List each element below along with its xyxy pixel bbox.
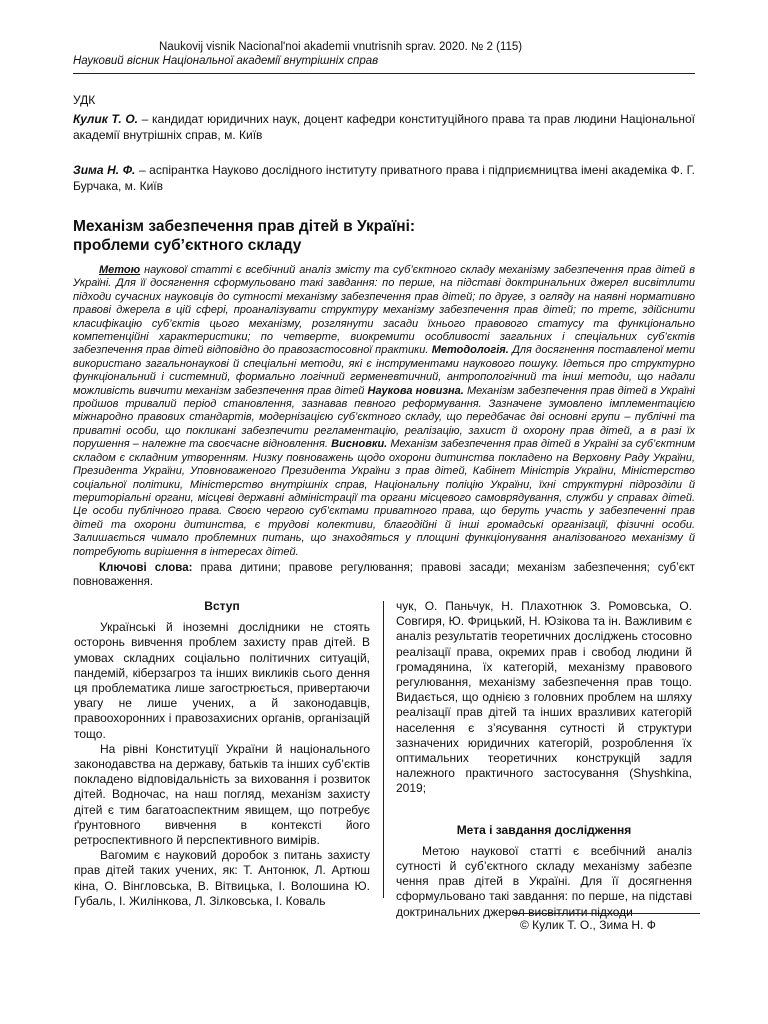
author-1-affiliation: – кандидат юридичних наук, доцент кафедри конституційного права та прав людини Національної академії внутрішніх справ, м. Київ bbox=[73, 112, 696, 142]
keywords-label: Ключові слова: bbox=[99, 562, 193, 574]
footer-divider bbox=[514, 913, 700, 914]
abstract bbox=[73, 264, 695, 559]
keywords-text: права дитини; правове регулювання; правові засади; механізм забезпечення; суб’єкт повноваження. bbox=[73, 562, 695, 588]
author-1 bbox=[73, 112, 695, 143]
intro-paragraph-1: Українські й іноземні дослідники не стоять осторонь вивчення проблем захисту прав дітей. В умовах складних соціально політичних ситуацій, пандемій, кіберзагроз та інших викликів сього дення ця проблематика лише загострюється, привертаючи увагу не лише учених, а й законодавців, правоохоронних і правозахисних органів, організацій тощо. bbox=[74, 620, 370, 741]
header-divider bbox=[73, 73, 695, 74]
intro-heading: Вступ bbox=[204, 599, 240, 613]
abstract-method-label: Методологія. bbox=[431, 344, 509, 357]
aim-paragraph-1: Метою наукової статті є всебічний аналіз сутності й суб’єктного складу механізму забезпе чення прав дітей в Україні. Для її досягнення сформульовано такі завдання: по перше, на підставі доктринальних джерел висвітлити підходи bbox=[396, 843, 692, 919]
abstract-conclusions-text: Механізм забезпечення прав дітей в Україні за суб’єктним складом є складним утворенням. Низку повноважень щодо охорони дитинства покладено на Верховну Раду України, Президента України, Уповноваженого Президента України з прав дітей, Кабінет Міністрів України, Міністерство соціальної політики, Міністерство внутрішніх справ, Національну поліцію України, їхні структурні підрозділи й територіальні органи, місцеві державні адміністрації та органи місцевого самоврядування, служби у справах дітей. Це особи публічного права. Своєю чергою суб’єктами приватного права, що беруть участь у забезпеченні прав дітей та охорони дитинства, є трудові колективи, благодійні й інші громадські організації, фізичні особи. Залишається чимало проблемних питань, що знаходяться у площині функціонування аналізованого механізму й потребують вирішення в інтересах дітей. bbox=[73, 438, 695, 558]
right-column bbox=[396, 599, 692, 920]
udk-label: УДК bbox=[73, 93, 96, 107]
abstract-conclusions-label: Висновки. bbox=[331, 438, 388, 451]
article-title-line-1: Механізм забезпечення прав дітей в Україні: bbox=[73, 218, 416, 235]
aim-heading: Мета і завдання дослідження bbox=[456, 822, 632, 837]
author-2-affiliation: – аспірантка Науково дослідного інституту приватного права і підприємництва імені академіка Ф. Г. Бурчака, м. Київ bbox=[73, 163, 695, 193]
left-column bbox=[74, 599, 370, 909]
abstract-goal-text: наукової статті є всебічний аналіз змісту та суб’єктного складу механізму забезпечення прав дітей в Україні. Для її досягнення сформульовано такі завдання: по перше, на підставі доктринальних джерел висвітлити підходи сучасних науковців до сутності механізму забезпечення прав дітей; по друге, з огляду на наявні нормативно правові джерела в цій сфері, проаналізувати структуру механізму забезпечення прав дітей; по третє, здійснити класифікацію суб’єктів цього механізму, розглянути засади їхнього правового статусу та функціонально компетенційні характеристики; по четверте, виокремити особливості загальних і спеціальних суб’єктів забезпечення прав дітей відповідно до правозастосовної практики. bbox=[73, 264, 695, 357]
journal-title-ukrainian: Науковий вісник Національної академії внутрішніх справ bbox=[73, 55, 379, 67]
intro-paragraph-3-continued: чук, О. Паньчук, Н. Плахотнюк З. Ромовська, О. Совгиря, Ю. Фрицький, Н. Юзікова та ін. Важливим є аналіз результатів теоретичних досліджень стосовно реалізації права, окремих прав і свобод людини й громадянина, їх категорій, механізму правового регулювання, механізму забезпечення прав тощо. Видається, що однією з головних проблем на шляху реалізації прав дітей та інших вразливих категорій населення є з’ясування сутності й структури зазначених юридичних категорій, розроблення їх оптимальних теоретичних конструкцій задля належного практичного застосування (Shyshkina, 2019; bbox=[396, 599, 692, 796]
article-title-line-2: проблеми суб’єктного складу bbox=[73, 237, 302, 254]
keywords bbox=[73, 561, 695, 589]
column-divider bbox=[383, 601, 384, 898]
author-2-name: Зима Н. Ф. bbox=[73, 163, 136, 177]
author-2 bbox=[73, 163, 695, 194]
abstract-novelty-label: Наукова новизна. bbox=[367, 384, 464, 397]
journal-title-latin: Naukovij visnik Nacional'noi akademii vnutrisnih sprav. 2020. № 2 (115) bbox=[159, 41, 523, 53]
copyright-notice: © Кулик Т. О., Зима Н. Ф bbox=[520, 918, 656, 932]
abstract-method-text: Для досягнення поставленої мети використано загальнонаукові й спеціальні методи, які є інструментами наукового пошуку. Ідеться про структурно функціональний і системний, формально логічний герменевтичний, антропологічний та інші методи, що надали можливість вивчити механізм забезпечення прав дітей bbox=[73, 344, 695, 397]
abstract-goal-label: Метою bbox=[99, 264, 141, 276]
author-1-name: Кулик Т. О. bbox=[73, 112, 138, 126]
article-title bbox=[73, 217, 695, 255]
intro-paragraph-3: Вагомим є науковий доробок з питань захисту прав дітей таких учених, як: Т. Антонюк, Л. Артюш кіна, О. Вінгловська, В. Вітвицька, І. Волошина Ю. Губаль, І. Жилінкова, Л. Зілковська, І. Коваль bbox=[74, 848, 370, 908]
intro-paragraph-2: На рівні Конституції України й національного законодавства на державу, батьків та інших суб’єктів покладено відповідальність за виховання і розвиток дітей. Водночас, на наш погляд, механізм захисту дітей є тим багатоаспектним явищем, що потребує ґрунтовного вивчення в контексті його ретроспективного й перспективного вимірів. bbox=[74, 741, 370, 848]
abstract-novelty-text: Механізм забезпечення прав дітей в Україні пройшов тривалий період становлення, зазнавав певного реформування. Зазначене зумовлено імплементацією міжнародно правових стандартів, модернізацією суб’єктного складу, що передбачає дві основні групи – публічні та приватні особи, що покликані забезпечити регламентацію, реалізацію, захист й охорону прав дітей, а в разі їх порушення – належне та своєчасне відновлення. bbox=[73, 384, 695, 451]
